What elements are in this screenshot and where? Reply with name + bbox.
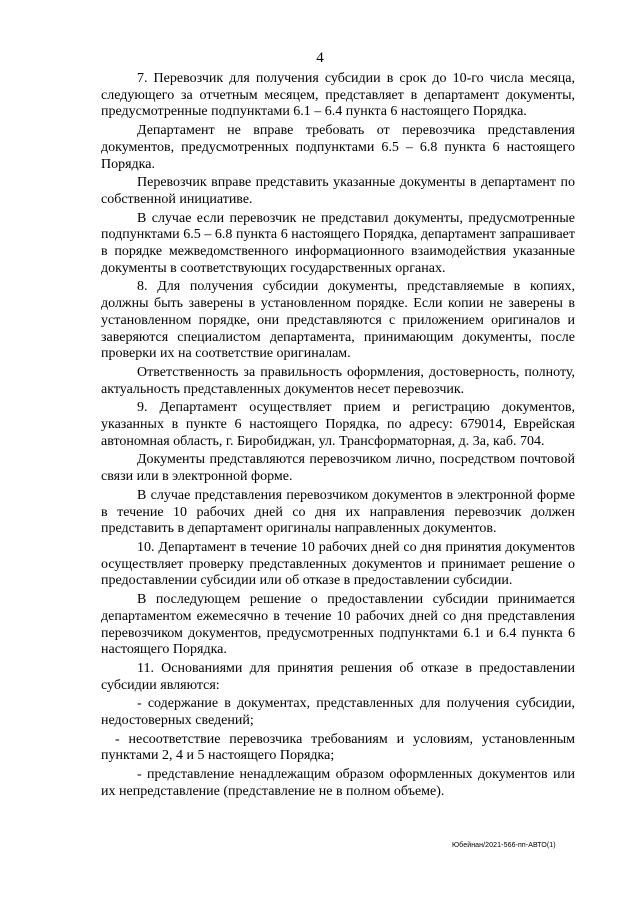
- paragraph-department-restriction: Департамент не вправе требовать от перевозчика представления документов, предусмотренных подпунктами 6.5 – 6.8 пункта 6 настоящего Порядка.: [101, 123, 575, 172]
- paragraph-9: 9. Департамент осуществляет прием и регистрацию документов, указанных в пункте 6 настоящего Порядка, по адресу: 679014, Еврейская автономная область, г. Биробиджан, ул. Трансформаторная, д. 3а, каб. 704.: [101, 400, 575, 449]
- paragraph-interagency-request: В случае если перевозчик не представил документы, предусмотренные подпунктами 6.5 – 6.8 пункта 6 настоящего Порядка, департамент запрашивает в порядке межведомственного информационного взаимодействия указанные документы в соответствующих государственных органах.: [101, 210, 575, 276]
- paragraph-electronic-originals: В случае представления перевозчиком документов в электронной форме в течение 10 рабочих дней со дня их направления перевозчик должен представить в департамент оригиналы направленных документов.: [101, 487, 575, 537]
- document-body: [101, 71, 575, 803]
- list-item-noncompliance: - несоответствие перевозчика требованиям и условиям, установленным пунктами 2, 4 и 5 настоящего Порядка;: [101, 731, 575, 764]
- paragraph-own-initiative: Перевозчик вправе представить указанные документы в департамент по собственной инициативе.: [101, 175, 575, 207]
- page-number: 4: [316, 50, 324, 66]
- document-code: Юбейнан/2021-566-пп-АВТО(1): [452, 842, 556, 849]
- paragraph-monthly-decision: В последующем решение о предоставлении субсидии принимается департаментом ежемесячно в течение 10 рабочих дней со дня представления перевозчиком документов, предусмотренных подпунктами 6.1 и 6.4 пункта 6 настоящего Порядка.: [101, 592, 575, 658]
- list-item-false-info: - содержание в документах, представленных для получения субсидии, недостоверных сведений;: [101, 696, 575, 729]
- paragraph-responsibility: Ответственность за правильность оформления, достоверность, полноту, актуальность представленных документов несет перевозчик.: [101, 364, 575, 397]
- list-item-improper-documents: - представление ненадлежащим образом оформленных документов или их непредставление (представление не в полном объеме).: [101, 767, 575, 799]
- paragraph-10: 10. Департамент в течение 10 рабочих дней со дня принятия документов осуществляет проверку представленных документов и принимает решение о предоставлении субсидии или об отказе в предоставлении субсидии.: [101, 539, 575, 589]
- paragraph-8: 8. Для получения субсидии документы, представляемые в копиях, должны быть заверены в установленном порядке. Если копии не заверены в установленном порядке, они представляются с приложением оригиналов и заверяются специалистом департамента, принимающим документы, после проверки их на соответствие оригиналам.: [101, 279, 575, 362]
- paragraph-submission-methods: Документы представляются перевозчиком лично, посредством почтовой связи или в электронной форме.: [101, 452, 575, 485]
- paragraph-7: 7. Перевозчик для получения субсидии в срок до 10-го числа месяца, следующего за отчетным месяцем, представляет в департамент документы, предусмотренные подпунктами 6.1 – 6.4 пункта 6 настоящего Порядка.: [101, 71, 575, 120]
- paragraph-11: 11. Основаниями для принятия решения об отказе в предоставлении субсидии являются:: [101, 660, 575, 693]
